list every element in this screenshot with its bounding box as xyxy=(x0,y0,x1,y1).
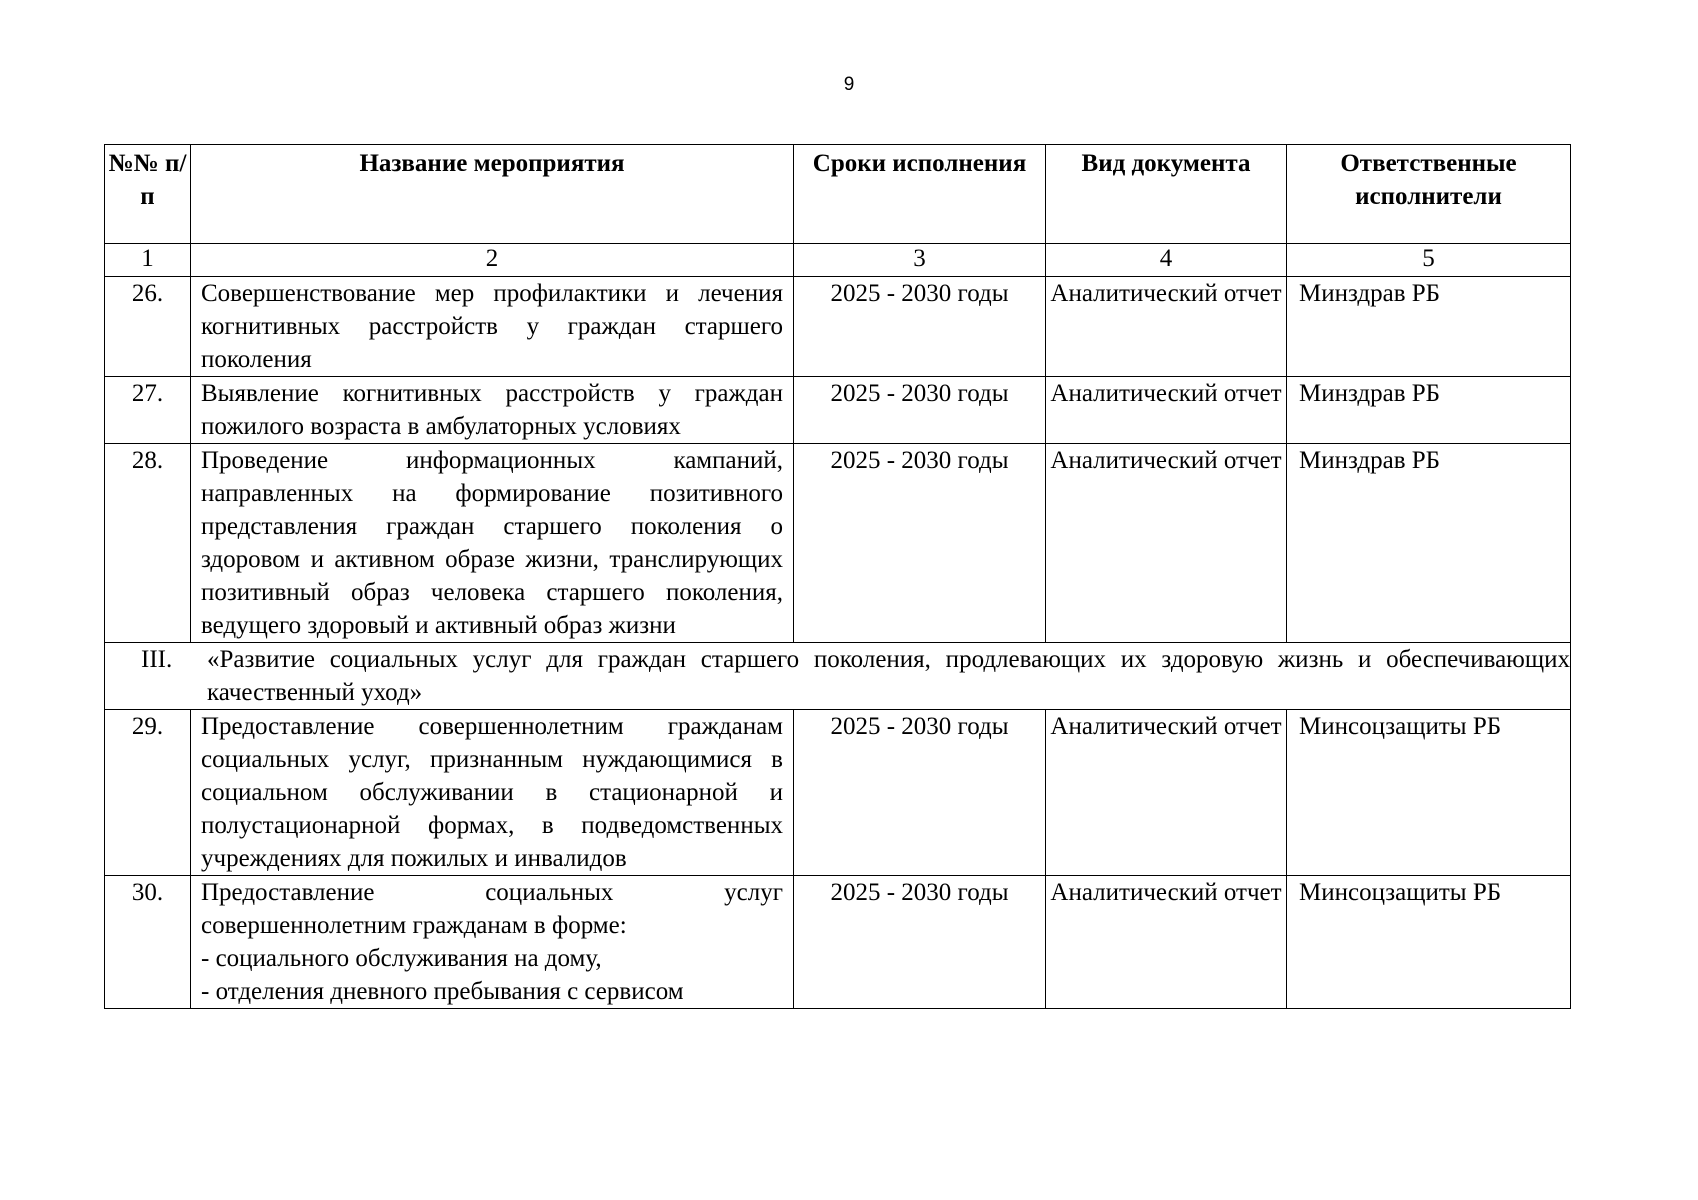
row-num: 28. xyxy=(105,444,191,643)
row-resp: Минсоцзащиты РБ xyxy=(1287,876,1571,1009)
column-number: 4 xyxy=(1046,244,1287,277)
column-number: 2 xyxy=(191,244,794,277)
row-doc: Аналитический отчет xyxy=(1046,277,1287,377)
column-number: 3 xyxy=(794,244,1046,277)
row-resp: Минздрав РБ xyxy=(1287,377,1571,444)
row-name-line: - социального обслуживания на дому, xyxy=(201,945,602,972)
section-number: III. xyxy=(141,646,173,673)
header-resp: Ответственные исполнители xyxy=(1287,145,1571,244)
row-doc: Аналитический отчет xyxy=(1046,876,1287,1009)
row-term: 2025 - 2030 годы xyxy=(794,710,1046,876)
row-name-line: - отделения дневного пребывания с сервисом xyxy=(201,978,684,1005)
row-doc: Аналитический отчет xyxy=(1046,710,1287,876)
action-plan-table xyxy=(104,144,1571,1009)
header-term: Сроки исполнения xyxy=(794,145,1046,244)
section-heading xyxy=(105,643,1571,710)
table-row xyxy=(105,710,1571,876)
table-header-row xyxy=(105,145,1571,244)
table-row xyxy=(105,377,1571,444)
header-name: Название мероприятия xyxy=(191,145,794,244)
column-number-row xyxy=(105,244,1571,277)
row-term: 2025 - 2030 годы xyxy=(794,377,1046,444)
table-row xyxy=(105,277,1571,377)
section-heading-row xyxy=(105,643,1571,710)
row-name: Предоставление совершеннолетним гражданам социальных услуг, признанным нуждающимися в социальном обслуживании в стационарной и полустационарной формах, в подведомственных учреждениях для пожилых и инвалидов xyxy=(191,710,794,876)
header-num: №№ п/п xyxy=(105,145,191,244)
row-num: 30. xyxy=(105,876,191,1009)
section-title: «Развитие социальных услуг для граждан старшего поколения, продлевающих их здоровую жизнь и обеспечивающих качественный уход» xyxy=(207,646,1570,706)
row-name xyxy=(191,876,794,1009)
row-name: Проведение информационных кампаний, направленных на формирование позитивного представления граждан старшего поколения о здоровом и активном образе жизни, транслирующих позитивный образ человека старшего поколения, ведущего здоровый и активный образ жизни xyxy=(191,444,794,643)
row-doc: Аналитический отчет xyxy=(1046,377,1287,444)
row-name: Совершенствование мер профилактики и лечения когнитивных расстройств у граждан старшего поколения xyxy=(191,277,794,377)
row-term: 2025 - 2030 годы xyxy=(794,876,1046,1009)
row-term: 2025 - 2030 годы xyxy=(794,277,1046,377)
column-number: 5 xyxy=(1287,244,1571,277)
row-name: Выявление когнитивных расстройств у граждан пожилого возраста в амбулаторных условиях xyxy=(191,377,794,444)
page-number: 9 xyxy=(843,74,855,95)
row-num: 27. xyxy=(105,377,191,444)
row-term: 2025 - 2030 годы xyxy=(794,444,1046,643)
row-resp: Минздрав РБ xyxy=(1287,277,1571,377)
header-doc: Вид документа xyxy=(1046,145,1287,244)
row-resp: Минздрав РБ xyxy=(1287,444,1571,643)
row-resp: Минсоцзащиты РБ xyxy=(1287,710,1571,876)
column-number: 1 xyxy=(105,244,191,277)
table-row xyxy=(105,444,1571,643)
row-num: 26. xyxy=(105,277,191,377)
row-num: 29. xyxy=(105,710,191,876)
table-row xyxy=(105,876,1571,1009)
row-doc: Аналитический отчет xyxy=(1046,444,1287,643)
row-name-line: Предоставление социальных услуг совершеннолетним гражданам в форме: xyxy=(201,879,783,939)
